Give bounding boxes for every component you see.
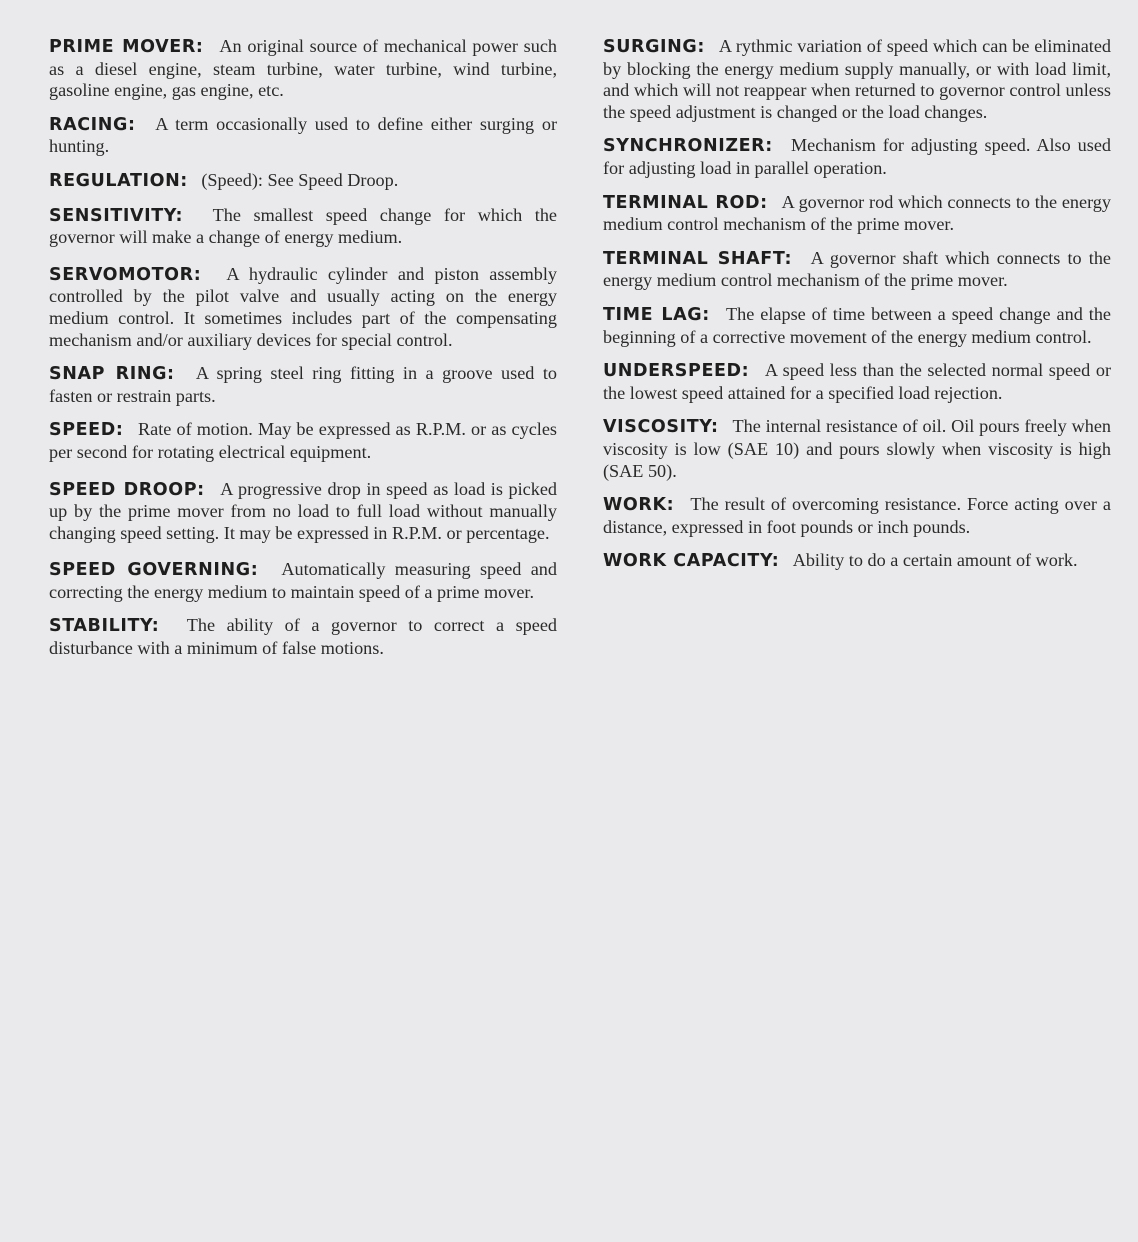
glossary-entry-work — [603, 494, 1111, 538]
glossary-entry-sensitivity — [49, 205, 557, 249]
glossary-definition: The ability of a governor to correct a speed disturbance with a minimum of false motions. — [49, 615, 557, 659]
glossary-term: SURGING: — [603, 37, 705, 57]
glossary-definition: Automatically measuring speed and correcting the energy medium to maintain speed of a prime mover. — [49, 559, 557, 602]
glossary-definition: Mechanism for adjusting speed. Also used for adjusting load in parallel operation. — [603, 135, 1111, 178]
glossary-term: RACING: — [49, 114, 136, 135]
glossary-term: SENSITIVITY: — [49, 205, 184, 226]
glossary-definition: Ability to do a certain amount of work. — [792, 550, 1078, 571]
glossary-term: SNAP RING: — [49, 364, 175, 385]
glossary-term: SPEED: — [49, 420, 124, 441]
glossary-entry-speed-governing — [49, 559, 557, 603]
glossary-entry-terminal-rod — [603, 192, 1111, 236]
glossary-definition: A rythmic variation of speed which can be eliminated by blocking the energy medium supply manually, or with load limit, and which will not reappear when returned to governor control unless the speed adjustment is changed or the load changes. — [603, 36, 1111, 122]
glossary-term: SYNCHRONIZER: — [603, 136, 773, 157]
glossary-term: WORK: — [603, 495, 675, 516]
glossary-term: STABILITY: — [49, 616, 160, 637]
glossary-column-right — [603, 36, 1111, 573]
glossary-entry-stability — [49, 615, 557, 659]
glossary-definition: Rate of motion. May be expressed as R.P.M. or as cycles per second for rotating electrical equipment. — [49, 419, 557, 462]
glossary-definition: A spring steel ring fitting in a groove used to fasten or restrain parts. — [49, 363, 557, 406]
glossary-term: TERMINAL SHAFT: — [603, 248, 793, 269]
glossary-term: REGULATION: — [49, 170, 188, 191]
glossary-entry-synchronizer — [603, 135, 1111, 179]
glossary-definition: The result of overcoming resistance. Force acting over a distance, expressed in foot pounds or inch pounds. — [603, 494, 1111, 537]
glossary-entry-speed — [49, 419, 557, 463]
glossary-definition: A governor rod which connects to the energy medium control mechanism of the prime mover. — [603, 191, 1111, 235]
glossary-entry-snap-ring — [49, 363, 557, 407]
glossary-entry-terminal-shaft — [603, 248, 1111, 292]
glossary-column-left — [49, 36, 557, 660]
glossary-entry-racing — [49, 114, 557, 158]
glossary-term: SPEED DROOP: — [49, 479, 205, 500]
glossary-definition: The smallest speed change for which the governor will make a change of energy medium. — [49, 204, 557, 248]
glossary-term: SPEED GOVERNING: — [49, 560, 259, 581]
glossary-entry-viscosity — [603, 416, 1111, 482]
glossary-term: SERVOMOTOR: — [49, 264, 202, 285]
glossary-definition: A speed less than the selected normal speed or the lowest speed attained for a specified load rejection. — [603, 360, 1111, 403]
glossary-definition: (Speed): See Speed Droop. — [201, 169, 399, 190]
glossary-entry-prime-mover — [49, 36, 557, 102]
glossary-definition: A governor shaft which connects to the energy medium control mechanism of the prime mover. — [603, 247, 1111, 291]
glossary-term: PRIME MOVER: — [49, 37, 204, 57]
glossary-definition: A term occasionally used to define either surging or hunting. — [49, 113, 557, 157]
glossary-entry-work-capacity — [603, 550, 1111, 573]
glossary-entry-speed-droop — [49, 479, 557, 545]
glossary-term: UNDERSPEED: — [603, 361, 750, 382]
glossary-definition: The internal resistance of oil. Oil pours freely when viscosity is low (SAE 10) and pours slowly when viscosity is high (SAE 50). — [603, 416, 1111, 481]
glossary-term: TIME LAG: — [603, 304, 710, 325]
glossary-term: WORK CAPACITY: — [603, 551, 780, 572]
glossary-entry-regulation — [49, 170, 557, 193]
glossary-definition: An original source of mechanical power such as a diesel engine, steam turbine, water turbine, wind turbine, gasoline engine, gas engine, etc. — [49, 36, 557, 101]
glossary-entry-servomotor — [49, 264, 557, 351]
glossary-definition: The elapse of time between a speed change and the beginning of a corrective movement of the energy medium control. — [603, 303, 1111, 347]
glossary-definition: A progressive drop in speed as load is picked up by the prime mover from no load to full load without manually changing speed setting. It may be expressed in R.P.M. or percentage. — [49, 478, 557, 543]
glossary-entry-time-lag — [603, 304, 1111, 348]
glossary-entry-surging — [603, 36, 1111, 123]
glossary-term: TERMINAL ROD: — [603, 192, 768, 213]
glossary-entry-underspeed — [603, 360, 1111, 404]
glossary-term: VISCOSITY: — [603, 417, 719, 438]
glossary-definition: A hydraulic cylinder and piston assembly controlled by the pilot valve and usually acting on the energy medium control. It sometimes includes part of the compensating mechanism and/or auxiliary devices for special control. — [49, 263, 557, 350]
